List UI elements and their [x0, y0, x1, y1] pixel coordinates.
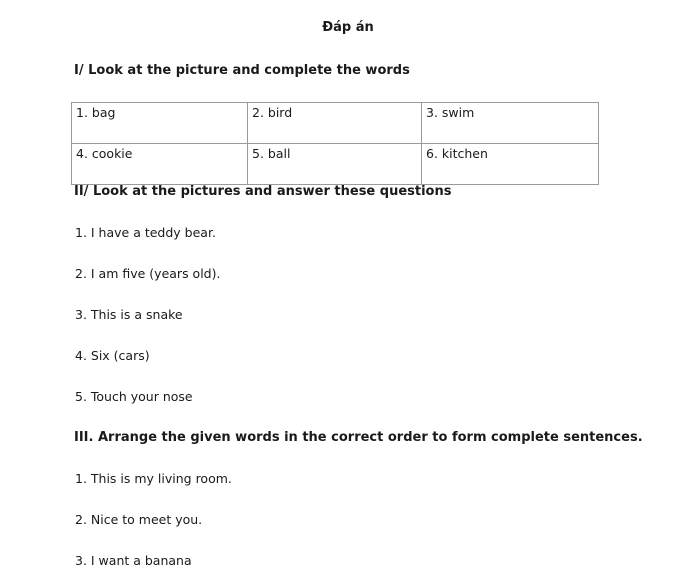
answer-line: 5. Touch your nose	[75, 389, 193, 404]
table-cell: 2. bird	[248, 103, 422, 144]
section2-heading: II/ Look at the pictures and answer these questions	[74, 184, 452, 199]
table-cell: 3. swim	[422, 103, 599, 144]
table-cell: 5. ball	[248, 144, 422, 185]
answer-line: 1. I have a teddy bear.	[75, 225, 216, 240]
answer-line: 3. I want a banana	[75, 553, 192, 568]
answer-line: 1. This is my living room.	[75, 471, 232, 486]
answer-line: 4. Six (cars)	[75, 348, 150, 363]
table-row	[72, 144, 599, 185]
page-title: Đáp án	[322, 20, 374, 35]
section3-heading: III. Arrange the given words in the correct order to form complete sentences.	[74, 430, 643, 445]
answer-line: 2. I am five (years old).	[75, 266, 221, 281]
table-row	[72, 103, 599, 144]
table-cell: 6. kitchen	[422, 144, 599, 185]
table-cell: 1. bag	[72, 103, 248, 144]
answer-line: 2. Nice to meet you.	[75, 512, 203, 527]
answer-line: 3. This is a snake	[75, 307, 183, 322]
answer-table	[71, 102, 599, 185]
table-cell: 4. cookie	[72, 144, 248, 185]
section1-heading: I/ Look at the picture and complete the words	[74, 63, 410, 78]
